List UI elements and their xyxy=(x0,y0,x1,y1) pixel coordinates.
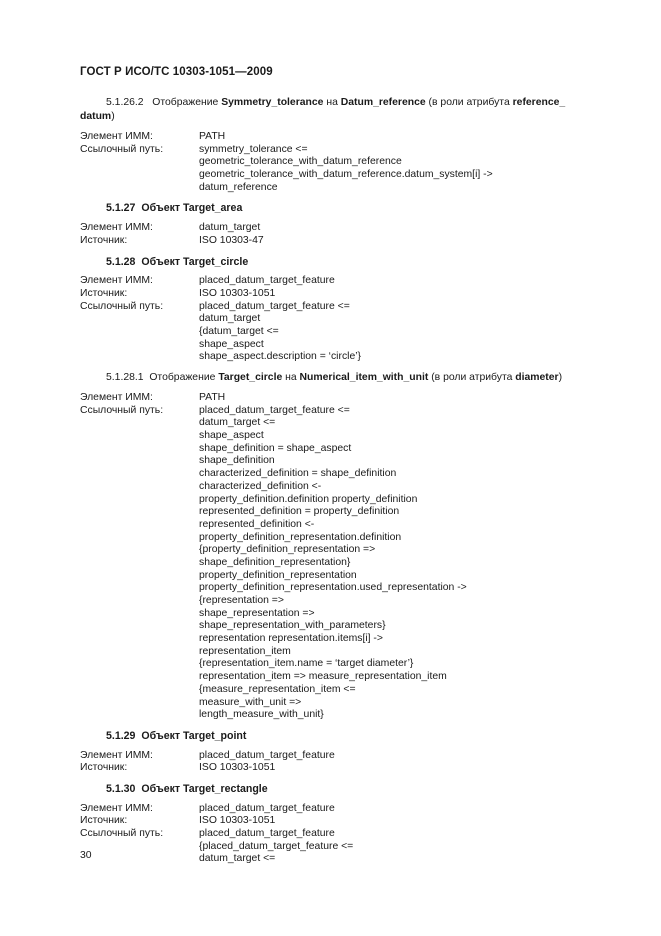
path-line: shape_representation_with_parameters} xyxy=(199,620,386,632)
field-value: placed_datum_target_feature xyxy=(199,749,335,761)
field-value: PATH xyxy=(199,131,226,142)
field-value: ISO 10303-1051 xyxy=(199,815,276,827)
path-line: datum_target xyxy=(199,313,261,325)
section-5-1-26-2-heading xyxy=(80,96,610,110)
field-label: Источник: xyxy=(80,762,128,774)
section-5-1-28-1-heading xyxy=(80,371,610,385)
heading-entity: Numerical_item_with_unit xyxy=(299,372,429,383)
section-number: 5.1.26.2 xyxy=(106,97,144,108)
field-label: Элемент ИММ: xyxy=(80,749,153,761)
heading-text: на xyxy=(285,372,297,383)
field-label: Источник: xyxy=(80,815,128,827)
heading-text: Отображение xyxy=(152,97,219,108)
path-line: representation_item xyxy=(199,645,291,657)
path-line: datum_target <= xyxy=(199,417,276,429)
path-line: geometric_tolerance_with_datum_reference xyxy=(199,156,402,168)
field-label: Элемент ИММ: xyxy=(80,275,153,287)
heading-text: ) xyxy=(111,111,115,122)
heading-text: на xyxy=(326,97,338,108)
path-line: placed_datum_target_feature <= xyxy=(199,404,350,416)
path-line: representation representation.items[i] -> xyxy=(199,633,383,645)
section-number: 5.1.30 xyxy=(106,782,136,795)
path-line: property_definition_representation.definition xyxy=(199,531,402,543)
path-line: shape_representation => xyxy=(199,607,315,619)
path-line: measure_with_unit => xyxy=(199,696,302,708)
section-5-1-29-heading xyxy=(80,730,610,743)
section-title: Объект Target_area xyxy=(141,202,243,215)
section-number: 5.1.29 xyxy=(106,729,136,742)
field-value: placed_datum_target_feature xyxy=(199,802,335,814)
path-line: datum_reference xyxy=(199,181,278,193)
path-line: representation_item => measure_representation_item xyxy=(199,671,447,683)
section-number: 5.1.28.1 xyxy=(106,372,144,383)
path-line: represented_definition = property_definition xyxy=(199,506,400,518)
field-value: ISO 10303-1051 xyxy=(199,287,276,299)
path-line: shape_definition = shape_aspect xyxy=(199,442,352,454)
path-line: symmetry_tolerance <= xyxy=(199,143,308,155)
section-5-1-28-heading xyxy=(80,256,610,269)
path-line: characterized_definition = shape_definition xyxy=(199,468,397,480)
section-title: Объект Target_rectangle xyxy=(141,782,268,795)
field-label: Ссылочный путь: xyxy=(80,300,164,312)
path-line: {measure_representation_item <= xyxy=(199,683,356,695)
path-line: {placed_datum_target_feature <= xyxy=(199,840,354,852)
field-label: Элемент ИММ: xyxy=(80,392,153,403)
path-line: placed_datum_target_feature <= xyxy=(199,300,350,312)
path-line: shape_aspect.description = ‘circle’} xyxy=(199,351,362,363)
heading-entity: Datum_reference xyxy=(340,97,426,108)
field-label: Источник: xyxy=(80,287,128,299)
path-line: {representation_item.name = ‘target diameter’} xyxy=(199,658,414,670)
heading-attribute: reference_ xyxy=(512,97,566,108)
field-label: Элемент ИММ: xyxy=(80,131,153,142)
field-label: Ссылочный путь: xyxy=(80,143,164,155)
path-line: shape_definition xyxy=(199,455,275,467)
heading-entity: Target_circle xyxy=(218,372,283,383)
field-value: ISO 10303-47 xyxy=(199,234,264,246)
field-label: Ссылочный путь: xyxy=(80,404,164,416)
path-line: {datum_target <= xyxy=(199,325,279,337)
section-number: 5.1.28 xyxy=(106,255,136,268)
path-line: represented_definition <- xyxy=(199,518,315,530)
path-line: geometric_tolerance_with_datum_reference.datum_system[i] -> xyxy=(199,169,493,181)
document-header: ГОСТ Р ИСО/ТС 10303-1051—2009 xyxy=(80,66,273,78)
field-label: Источник: xyxy=(80,234,128,246)
field-value: PATH xyxy=(199,392,226,403)
path-line: property_definition_representation xyxy=(199,569,357,581)
section-title: Объект Target_circle xyxy=(141,255,249,268)
path-line: {representation => xyxy=(199,595,284,606)
field-label: Ссылочный путь: xyxy=(80,828,164,839)
heading-attribute: datum xyxy=(80,111,112,122)
path-line: placed_datum_target_feature xyxy=(199,828,335,839)
path-line: shape_aspect xyxy=(199,338,264,350)
field-value: ISO 10303-1051 xyxy=(199,762,276,774)
heading-text: ) xyxy=(558,372,563,383)
path-line: property_definition.definition property_definition xyxy=(199,493,418,505)
section-5-1-26-2-heading-cont xyxy=(80,110,610,124)
heading-text: Отображение xyxy=(149,372,216,383)
field-label: Элемент ИММ: xyxy=(80,802,153,814)
section-number: 5.1.27 xyxy=(106,202,136,215)
section-5-1-30-heading xyxy=(80,783,610,796)
heading-text: (в роли атрибута xyxy=(431,372,513,383)
path-line: property_definition_representation.used_representation -> xyxy=(199,582,467,594)
heading-entity: Symmetry_tolerance xyxy=(221,97,324,108)
page-number: 30 xyxy=(80,850,92,861)
section-5-1-27-heading xyxy=(80,202,610,215)
path-line: length_measure_with_unit} xyxy=(199,709,324,721)
section-title: Объект Target_point xyxy=(141,729,247,742)
field-value: placed_datum_target_feature xyxy=(199,275,335,287)
field-label: Элемент ИММ: xyxy=(80,222,153,234)
path-line: shape_aspect xyxy=(199,430,264,442)
document-body xyxy=(80,96,610,866)
heading-text: (в роли атрибута xyxy=(428,97,510,108)
path-line: characterized_definition <- xyxy=(199,480,322,492)
path-line: {property_definition_representation => xyxy=(199,544,376,556)
heading-attribute: diameter xyxy=(515,372,559,383)
path-line: datum_target <= xyxy=(199,853,276,865)
path-line: shape_definition_representation} xyxy=(199,556,351,568)
field-value: datum_target xyxy=(199,222,261,234)
